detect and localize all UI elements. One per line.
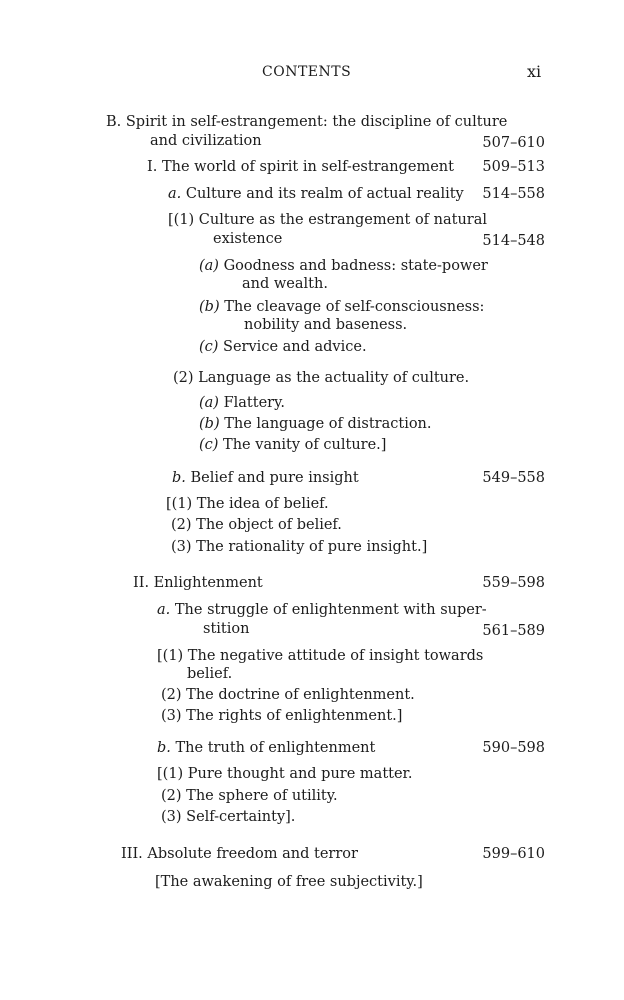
toc-label: (a)	[199, 395, 219, 411]
toc-label: b.	[157, 740, 171, 756]
toc-title: The vanity of culture.]	[223, 437, 387, 453]
toc-pages-i-b: 549–558	[482, 470, 545, 486]
toc-entry-iia1-line1: [(1) The negative attitude of insight towards	[157, 648, 484, 664]
toc-entry-iia1-line2: belief.	[187, 666, 233, 682]
toc-entry-a1a-line2: and wealth.	[242, 276, 328, 292]
toc-entry-iii: III. Absolute freedom and terror	[121, 846, 358, 862]
toc-label: (b)	[199, 299, 220, 315]
page-number: xi	[527, 62, 542, 81]
toc-entry-a2c	[199, 435, 386, 455]
toc-pages-ii-b: 590–598	[482, 740, 545, 756]
toc-entry-iib3: (3) Self-certainty].	[161, 809, 296, 825]
toc-label: (b)	[199, 416, 220, 432]
toc-entry-a2: (2) Language as the actuality of culture.	[173, 370, 470, 386]
toc-title: Culture and its realm of actual reality	[185, 186, 464, 202]
toc-entry-iia2: (2) The doctrine of enlightenment.	[161, 687, 415, 703]
toc-entry-a1-line2: existence	[213, 231, 283, 247]
toc-title: Belief and pure insight	[190, 470, 359, 486]
toc-title: Service and advice.	[223, 339, 367, 355]
toc-entry-a1b-line2: nobility and baseness.	[244, 317, 408, 333]
toc-entry-ii: II. Enlightenment	[133, 575, 263, 591]
toc-entry-iib1: [(1) Pure thought and pure matter.	[157, 766, 413, 782]
toc-entry-ii-b	[157, 738, 375, 758]
toc-entry-ii-a-line1	[157, 600, 487, 620]
toc-entry-b-line2: and civilization	[150, 133, 262, 149]
toc-entry-i-b	[172, 468, 359, 488]
toc-label: (a)	[199, 258, 219, 274]
toc-pages-b: 507–610	[482, 135, 545, 151]
toc-entry-ii-a-line2: stition	[203, 621, 250, 637]
toc-title: The truth of enlightenment	[175, 740, 376, 756]
toc-entry-a2b	[199, 414, 432, 434]
toc-title: The language of distraction.	[224, 416, 432, 432]
toc-entry-iii-sub: [The awakening of free subjectivity.]	[155, 874, 423, 890]
toc-entry-a1c	[199, 337, 367, 357]
toc-title: Goodness and badness: state-power	[223, 258, 488, 274]
toc-entry-a1-line1: [(1) Culture as the estrangement of natural	[168, 212, 488, 228]
toc-pages-a1: 514–548	[482, 233, 545, 249]
toc-label: b.	[172, 470, 186, 486]
toc-entry-b3: (3) The rationality of pure insight.]	[171, 539, 428, 555]
page-header	[0, 60, 624, 86]
toc-label: (c)	[199, 339, 219, 355]
toc-title: Flattery.	[223, 395, 285, 411]
toc-pages-iii: 599–610	[482, 846, 545, 862]
toc-entry-a1b-line1	[199, 297, 484, 317]
toc-entry-iib2: (2) The sphere of utility.	[161, 788, 338, 804]
toc-entry-b1: [(1) The idea of belief.	[166, 496, 329, 512]
toc-title: The cleavage of self-consciousness:	[224, 299, 485, 315]
toc-label: a.	[168, 186, 182, 202]
toc-label: (c)	[199, 437, 219, 453]
toc-entry-b2: (2) The object of belief.	[171, 517, 342, 533]
toc-pages-ii: 559–598	[482, 575, 545, 591]
toc-entry-a1a-line1	[199, 256, 488, 276]
toc-label: a.	[157, 602, 171, 618]
toc-entry-b-line1: B. Spirit in self-estrangement: the discipline of culture	[106, 114, 508, 130]
toc-entry-i: I. The world of spirit in self-estrangement	[147, 159, 454, 175]
running-title: CONTENTS	[262, 64, 352, 80]
toc-entry-a2a	[199, 393, 285, 413]
toc-pages-ii-a: 561–589	[482, 623, 545, 639]
toc-entry-iia3: (3) The rights of enlightenment.]	[161, 708, 403, 724]
toc-title: The struggle of enlightenment with super-	[174, 602, 487, 618]
toc-pages-i-a: 514–558	[482, 186, 545, 202]
toc-pages-i: 509–513	[482, 159, 545, 175]
toc-entry-i-a	[168, 184, 464, 204]
